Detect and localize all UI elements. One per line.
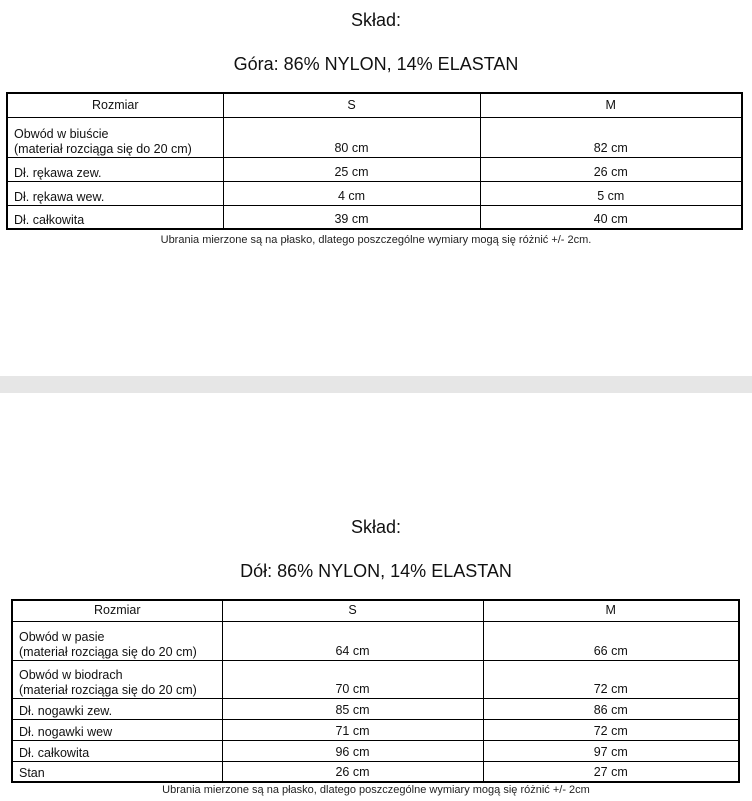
- table-row: [12, 761, 739, 782]
- header-m: M: [483, 600, 739, 621]
- row-label: Dł. nogawki zew.: [12, 698, 222, 719]
- top-composition: Góra: 86% NYLON, 14% ELASTAN: [233, 54, 519, 74]
- table-row: [7, 117, 742, 157]
- bottom-measurement-note: Ubrania mierzone są na płasko, dlatego poszczególne wymiary mogą się różnić +/- 2cm: [162, 784, 590, 796]
- value-m: 72 cm: [483, 660, 739, 698]
- value-m: 26 cm: [480, 157, 742, 181]
- top-measurement-note: Ubrania mierzone są na płasko, dlatego poszczególne wymiary mogą się różnić +/- 2cm.: [160, 234, 592, 246]
- row-label: Dł. całkowita: [12, 740, 222, 761]
- table-row: [12, 660, 739, 698]
- section-divider: [0, 376, 752, 393]
- row-label-line: (materiał rozciąga się do 20 cm): [19, 682, 197, 697]
- table-header-row: [12, 600, 739, 621]
- header-size: Rozmiar: [12, 600, 222, 621]
- value-m: 82 cm: [480, 117, 742, 157]
- row-label: [12, 660, 222, 698]
- value-m: 66 cm: [483, 621, 739, 660]
- value-s: 96 cm: [222, 740, 483, 761]
- row-label: Dł. nogawki wew: [12, 719, 222, 740]
- value-m: 86 cm: [483, 698, 739, 719]
- row-label: Stan: [12, 761, 222, 782]
- value-s: 64 cm: [222, 621, 483, 660]
- table-row: [7, 181, 742, 205]
- value-m: 27 cm: [483, 761, 739, 782]
- value-s: 39 cm: [223, 205, 480, 229]
- bottom-composition: Dół: 86% NYLON, 14% ELASTAN: [240, 561, 512, 581]
- value-m: 72 cm: [483, 719, 739, 740]
- header-s: S: [223, 93, 480, 117]
- table-row: [7, 157, 742, 181]
- row-label: Dł. rękawa zew.: [7, 157, 223, 181]
- row-label-line: Obwód w biuście: [14, 126, 109, 141]
- table-row: [7, 205, 742, 229]
- row-label: Dł. rękawa wew.: [7, 181, 223, 205]
- value-m: 97 cm: [483, 740, 739, 761]
- value-s: 85 cm: [222, 698, 483, 719]
- header-size: Rozmiar: [7, 93, 223, 117]
- top-title: Skład:: [350, 10, 402, 30]
- row-label: Dł. całkowita: [7, 205, 223, 229]
- table-row: [12, 740, 739, 761]
- header-m: M: [480, 93, 742, 117]
- header-s: S: [222, 600, 483, 621]
- bottom-size-table: [11, 599, 740, 783]
- value-s: 80 cm: [223, 117, 480, 157]
- table-row: [12, 621, 739, 660]
- value-s: 70 cm: [222, 660, 483, 698]
- table-row: [12, 698, 739, 719]
- bottom-title: Skład:: [350, 517, 402, 537]
- row-label-line: (materiał rozciąga się do 20 cm): [19, 644, 197, 659]
- value-s: 25 cm: [223, 157, 480, 181]
- row-label-line: Obwód w biodrach: [19, 667, 123, 682]
- row-label-line: Obwód w pasie: [19, 629, 105, 644]
- value-m: 40 cm: [480, 205, 742, 229]
- table-row: [12, 719, 739, 740]
- row-label-line: (materiał rozciąga się do 20 cm): [14, 141, 192, 156]
- row-label: [12, 621, 222, 660]
- value-s: 4 cm: [223, 181, 480, 205]
- row-label: [7, 117, 223, 157]
- value-m: 5 cm: [480, 181, 742, 205]
- table-header-row: [7, 93, 742, 117]
- value-s: 71 cm: [222, 719, 483, 740]
- value-s: 26 cm: [222, 761, 483, 782]
- top-size-table: [6, 92, 743, 230]
